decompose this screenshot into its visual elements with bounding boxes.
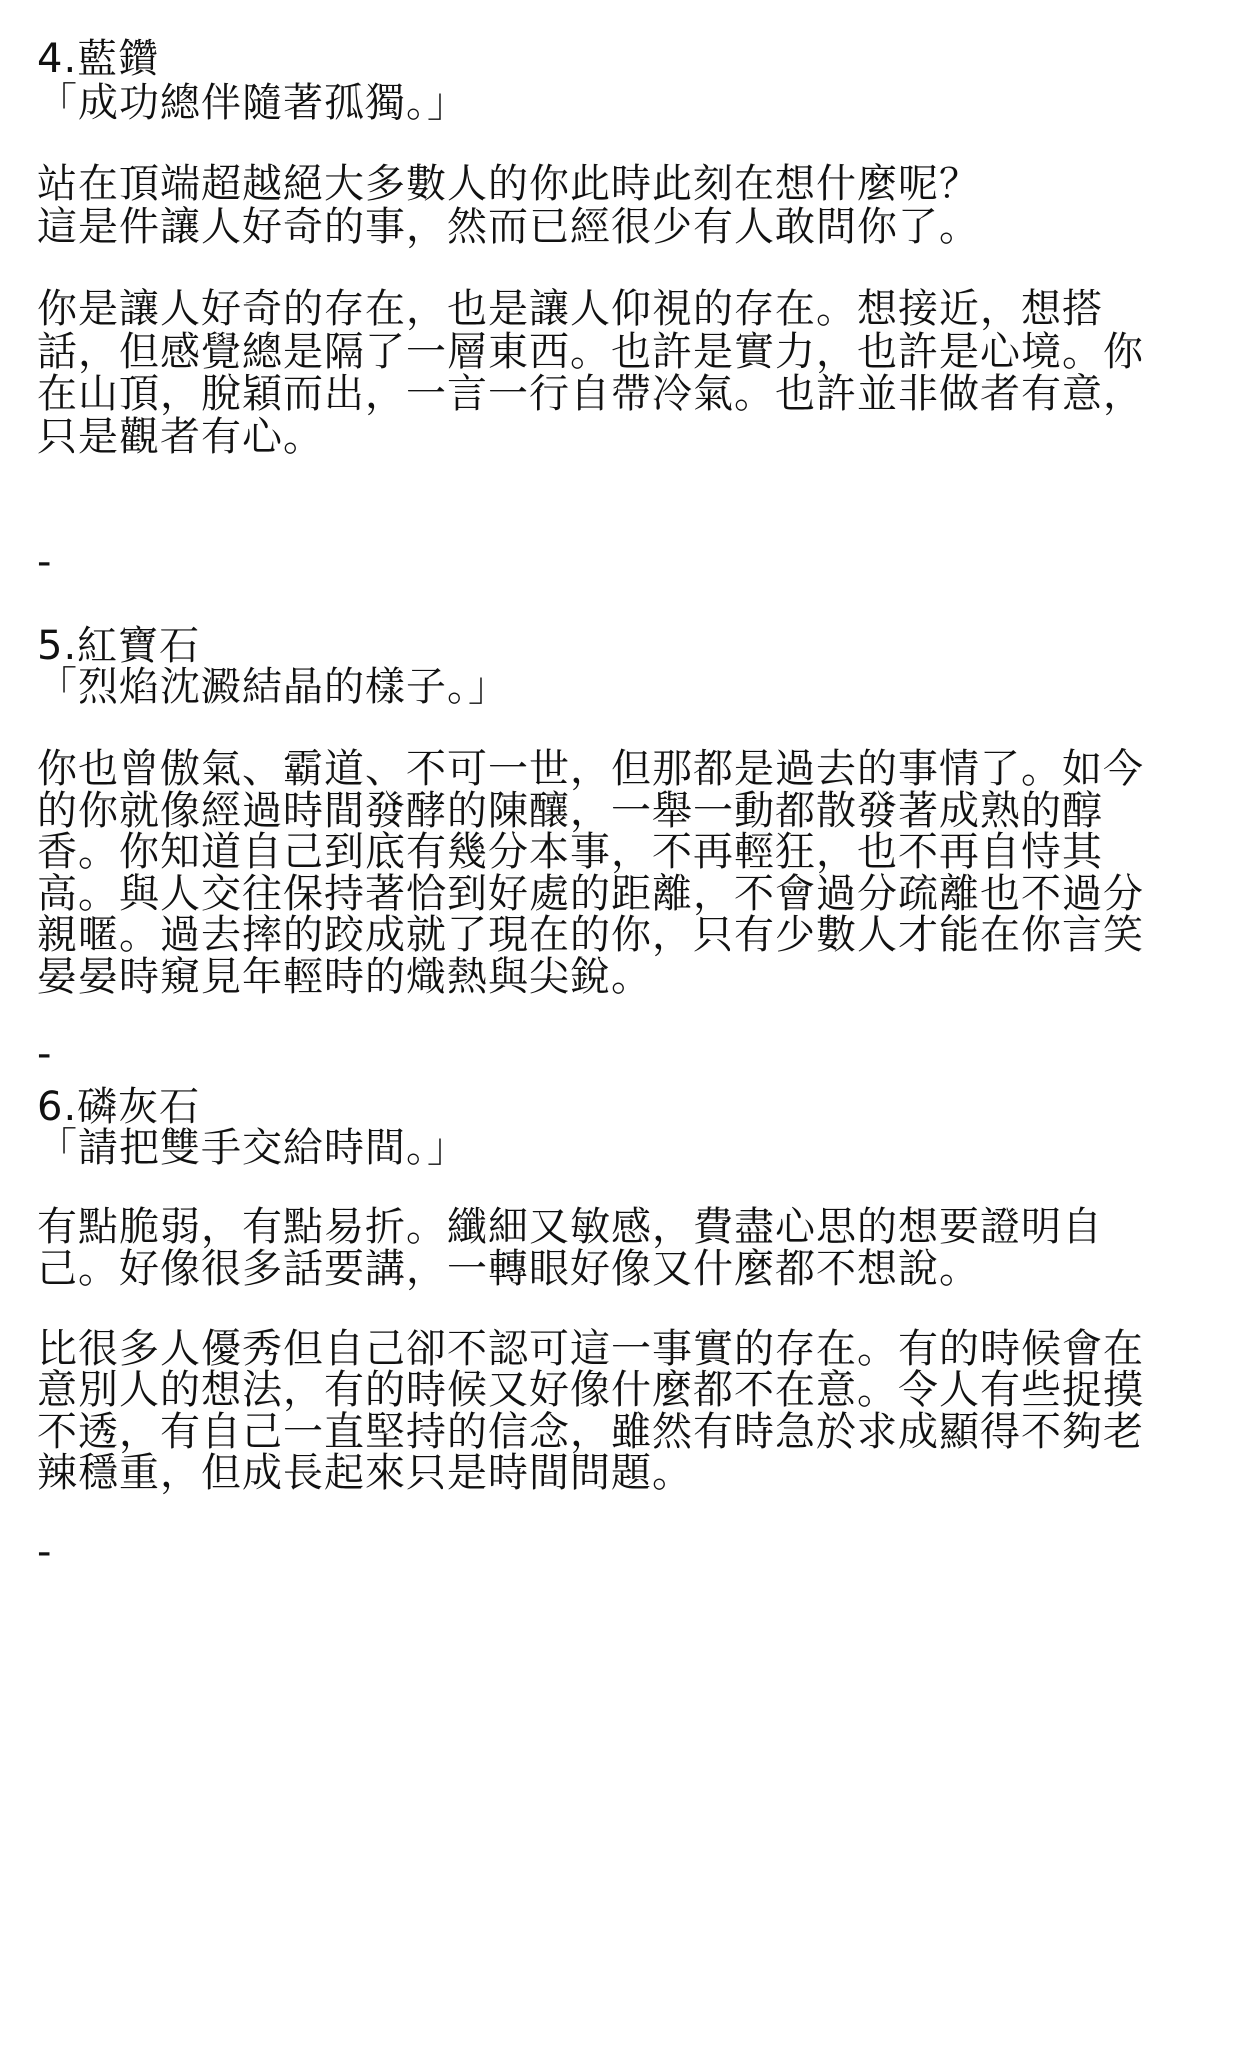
- section-4-para2-line3: 在山頂，脫穎而出，一言一行自帶冷氣。也許並非做者有意，: [37, 371, 1144, 417]
- section-5-para1-line6: 晏晏時窺見年輕時的熾熱與尖銳。: [37, 954, 652, 1000]
- section-4-para2-line1: 你是讓人好奇的存在，也是讓人仰視的存在。想接近，想搭: [37, 286, 1103, 332]
- section-5-title: 5.紅寶石: [37, 623, 201, 669]
- section-6-para2-line2: 意別人的想法，有的時候又好像什麼都不在意。令人有些捉摸: [37, 1367, 1144, 1413]
- section-5-para1-line1: 你也曾傲氣、霸道、不可一世，但那都是過去的事情了。如今: [37, 746, 1144, 792]
- section-5-para1-line2: 的你就像經過時間發酵的陳釀，一舉一動都散發著成熟的醇: [37, 788, 1103, 834]
- section-4-para2-line4: 只是觀者有心。: [37, 414, 324, 460]
- section-6-para1-line1: 有點脆弱，有點易折。纖細又敏感，費盡心思的想要證明自: [37, 1204, 1103, 1250]
- separator-2: -: [37, 1031, 52, 1077]
- section-5-para1-line5: 親暱。過去摔的跤成就了現在的你，只有少數人才能在你言笑: [37, 912, 1144, 958]
- section-5-para1-line4: 高。與人交往保持著恰到好處的距離，不會過分疏離也不過分: [37, 871, 1144, 917]
- section-6-quote: 「請把雙手交給時間。」: [37, 1125, 468, 1171]
- section-4-para1-line1: 站在頂端超越絕大多數人的你此時此刻在想什麼呢？: [37, 161, 980, 207]
- separator-1: -: [37, 539, 52, 585]
- section-6-para1-line2: 己。好像很多話要講，一轉眼好像又什麼都不想說。: [37, 1246, 980, 1292]
- section-6-title: 6.磷灰石: [37, 1084, 201, 1130]
- section-6-para2-line3: 不透，有自己一直堅持的信念，雖然有時急於求成顯得不夠老: [37, 1409, 1144, 1455]
- section-5-para1-line3: 香。你知道自己到底有幾分本事，不再輕狂，也不再自恃其: [37, 829, 1103, 875]
- section-5-quote: 「烈焰沈澱結晶的樣子。」: [37, 664, 509, 710]
- section-6-para2-line1: 比很多人優秀但自己卻不認可這一事實的存在。有的時候會在: [37, 1326, 1144, 1372]
- section-4-para2-line2: 話，但感覺總是隔了一層東西。也許是實力，也許是心境。你: [37, 329, 1144, 375]
- section-4-para1-line2: 這是件讓人好奇的事，然而已經很少有人敢問你了。: [37, 204, 980, 250]
- separator-3: -: [37, 1529, 52, 1575]
- section-4-quote: 「成功總伴隨著孤獨。」: [37, 80, 468, 126]
- section-6-para2-line4: 辣穩重，但成長起來只是時間問題。: [37, 1450, 693, 1496]
- section-4-title: 4.藍鑽: [37, 36, 160, 82]
